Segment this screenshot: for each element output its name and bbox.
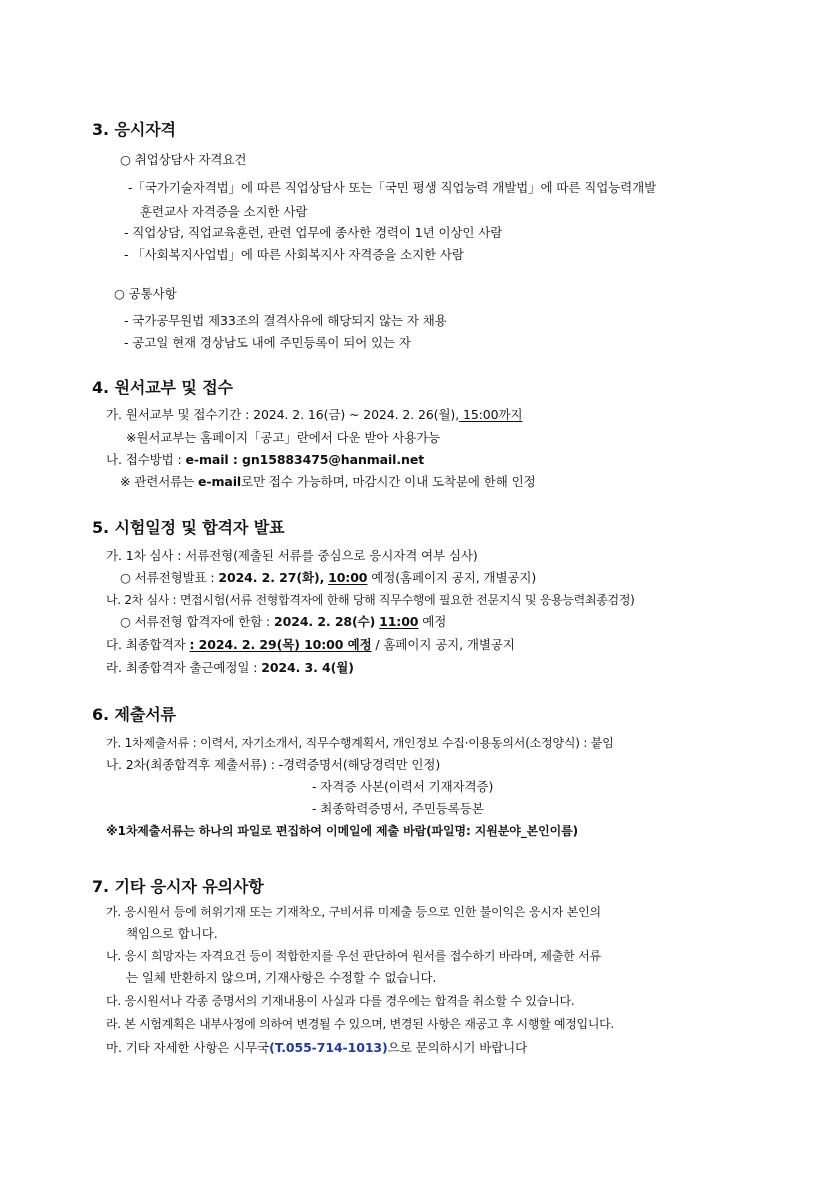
s5-da-label: 다. 최종합격자 (106, 637, 190, 652)
s3-item-5: - 공고일 현재 경상남도 내에 주민등록이 되어 있는 자 (124, 335, 411, 350)
s3-item-1b: 훈련교사 자격증을 소지한 사람 (140, 204, 308, 219)
s5-da (106, 637, 515, 653)
s5-ga-sub-date: 2024. 2. 27(화), (218, 570, 325, 585)
section-7-heading: 7. 기타 응시자 유의사항 (92, 877, 264, 896)
s3-sub-requirements: ○ 취업상담사 자격요건 (120, 152, 247, 167)
s5-ga: 가. 1차 심사 : 서류전형(제출된 서류를 중심으로 응시자격 여부 심사) (106, 548, 478, 563)
s5-na-sub-time: 11:00 (379, 614, 419, 629)
s6-ga: 가. 1차제출서류 : 이력서, 자기소개서, 직무수행계획서, 개인정보 수집·이용동의서(소정양식) : 붙임 (106, 736, 614, 750)
s3-sub-common: ○ 공통사항 (114, 286, 177, 301)
s3-item-1a: -「국가기술자격법」에 따른 직업상담사 또는「국민 평생 직업능력 개발법」에 따른 직업능력개발 (128, 180, 657, 195)
s5-da-date: : 2024. 2. 29(목) 10:00 예정 (189, 637, 372, 652)
s5-na-sub-label: ○ 서류전형 합격자에 한함 : (120, 614, 275, 629)
s7-na-2: 는 일체 반환하지 않으며, 기재사항은 수정할 수 없습니다. (126, 970, 437, 985)
s7-ma (106, 1040, 527, 1056)
s4-na-email: e-mail : gn15883475@hanmail.net (185, 452, 425, 467)
s6-na: 나. 2차(최종합격후 제출서류) : -경력증명서(해당경력만 인정) (106, 757, 441, 772)
section-6-heading: 6. 제출서류 (92, 705, 176, 724)
s5-ra-date: 2024. 3. 4(월) (261, 660, 354, 675)
section-5-heading: 5. 시험일정 및 합격자 발표 (92, 518, 285, 537)
s5-ra-label: 라. 최종합격자 출근예정일 : (106, 660, 262, 675)
s7-ma-label: 마. 기타 자세한 사항은 시무국 (106, 1040, 270, 1055)
s4-ga (106, 407, 522, 423)
s4-note-1: ※원서교부는 홈페이지「공고」란에서 다운 받아 사용가능 (126, 430, 441, 445)
s5-ga-sub-post: 예정(홈페이지 공지, 개별공지) (367, 570, 537, 585)
s3-item-4: - 국가공무원법 제33조의 결격사유에 해당되지 않는 자 채용 (124, 313, 447, 328)
s3-item-3: - 「사회복지사업법」에 따른 사회복지사 자격증을 소지한 사람 (124, 247, 464, 262)
s3-item-2: - 직업상담, 직업교육훈련, 관련 업무에 종사한 경력이 1년 이상인 사람 (124, 225, 503, 240)
s5-na-sub (120, 614, 446, 630)
s5-ga-sub-time: 10:00 (328, 570, 368, 585)
s7-da: 다. 응시원서나 각종 증명서의 기재내용이 사실과 다를 경우에는 합격을 취소할 수 있습니다. (106, 994, 575, 1008)
s4-note-2-post: 로만 접수 가능하며, 마감시간 이내 도착분에 한해 인정 (241, 474, 536, 489)
s5-na-sub-post: 예정 (418, 614, 447, 629)
s7-ga-1: 가. 응시원서 등에 허위기재 또는 기재착오, 구비서류 미제출 등으로 인한 불이익은 응시자 본인의 (106, 905, 601, 919)
s4-note-2-email: e-mail (198, 474, 242, 489)
s7-na-1: 나. 응시 희망자는 자격요건 등이 적합한지를 우선 판단하여 원서를 접수하기 바라며, 제출한 서류 (106, 949, 601, 963)
s4-ga-deadline: 15:00까지 (459, 407, 523, 422)
s5-ga-sub-label: ○ 서류전형발표 : (120, 570, 219, 585)
s5-ra (106, 660, 354, 676)
s4-na (106, 452, 424, 468)
section-4-heading: 4. 원서교부 및 접수 (92, 378, 233, 397)
s4-note-2 (120, 474, 536, 490)
s5-ga-sub (120, 570, 536, 586)
s5-da-post: / 홈페이지 공지, 개별공지 (371, 637, 515, 652)
s5-na-sub-date: 2024. 2. 28(수) (274, 614, 376, 629)
s4-ga-period: 가. 원서교부 및 접수기간 : 2024. 2. 16(금) ~ 2024. 2. 26(월), (106, 407, 460, 422)
s6-na-3: - 최종학력증명서, 주민등록등본 (312, 801, 484, 816)
s4-na-label: 나. 접수방법 : (106, 452, 186, 467)
s6-note: ※1차제출서류는 하나의 파일로 편집하여 이메일에 제출 바람(파일명: 지원분야_본인이름) (106, 824, 578, 838)
s7-ra: 라. 본 시험계획은 내부사정에 의하여 변경될 수 있으며, 변경된 사항은 재공고 후 시행할 예정입니다. (106, 1017, 614, 1031)
section-3-heading: 3. 응시자격 (92, 120, 176, 139)
s7-ma-phone: (T.055-714-1013) (269, 1040, 388, 1055)
s5-na: 나. 2차 심사 : 면접시험(서류 전형합격자에 한해 당해 직무수행에 필요한 전문지식 및 응용능력최종검정) (106, 593, 635, 607)
s7-ga-2: 책임으로 합니다. (126, 926, 218, 941)
s4-note-2-pre: ※ 관련서류는 (120, 474, 198, 489)
s7-ma-post: 으로 문의하시기 바랍니다 (387, 1040, 528, 1055)
s6-na-2: - 자격증 사본(이력서 기재자격증) (312, 779, 494, 794)
